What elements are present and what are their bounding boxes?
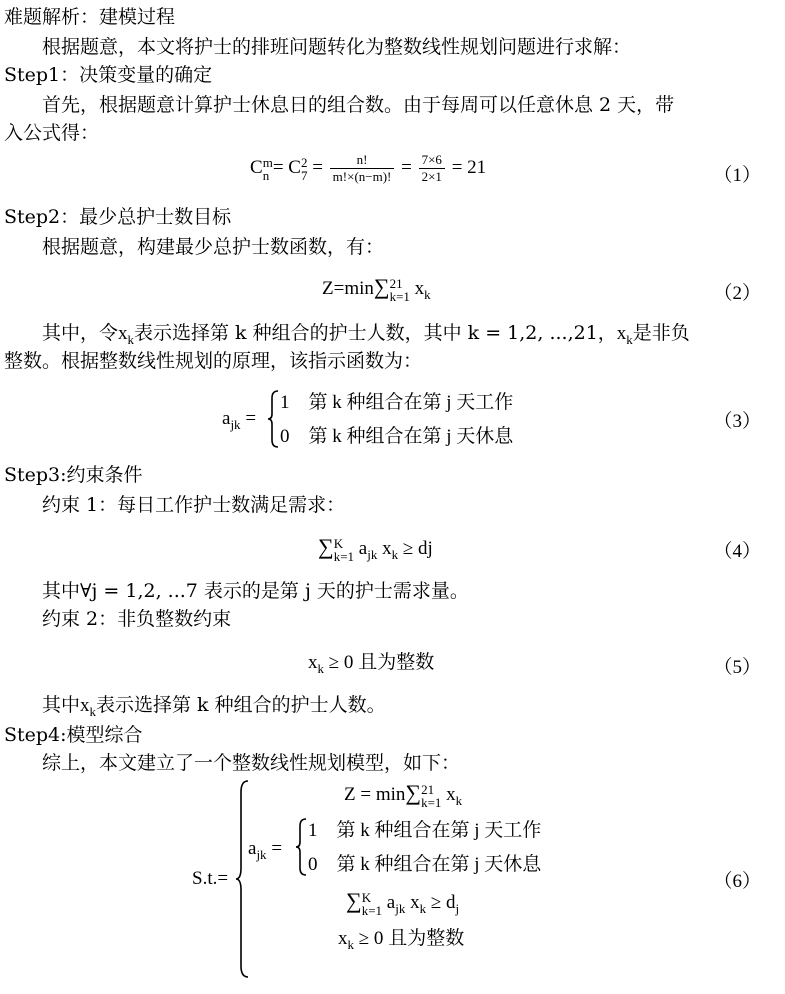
- equation-3-case1: 1 第 k 种组合在第 j 天工作: [280, 392, 514, 413]
- equation-4: ∑ K k=1 $a_{jk}$ $x_k$ ≥ dj: [318, 534, 433, 564]
- constraint-1-note: 其中∀j = 1,2, ...7 表示的是第 j 天的护士需求量。: [42, 580, 469, 602]
- step1-paragraph-line2: 入公式得：: [4, 122, 100, 144]
- step3-title: Step3:约束条件: [4, 464, 143, 486]
- equation-1-number: （1）: [713, 165, 761, 186]
- step1-title: Step1：决策变量的确定: [4, 64, 213, 86]
- equation-3-brace: [268, 390, 280, 448]
- equation-5: $x_k \ge 0$ 且为整数: [308, 652, 435, 676]
- model-st-label: S.t.=: [192, 868, 229, 889]
- step2-variable-definition: 其中，令$x_k$表示选择第 k 种组合的护士人数，其中 k = 1,2, ...,21，$x_k$是非负: [42, 322, 690, 347]
- model-objective: Z = min∑ 21 k=1 $x_k$: [344, 780, 463, 810]
- constraint-2-note: 其中$x_k$表示选择第 k 种组合的护士人数。: [42, 694, 386, 719]
- constraint-1-label: 约束 1：每日工作护士数满足需求：: [42, 494, 346, 516]
- step1-paragraph-line1: 首先，根据题意计算护士休息日的组合数。由于每周可以任意休息 2 天，带: [42, 94, 675, 116]
- model-indicator-brace: [296, 818, 308, 876]
- equation-1: C m n = C 2 7 = $\frac{n!}{m!\times(n-m)!}$ = $\frac{7\times 6}{2\times 1}$ = 21: [250, 152, 487, 184]
- model-indicator-case1: 1 第 k 种组合在第 j 天工作: [308, 820, 542, 841]
- step2-title: Step2：最少总护士数目标: [4, 206, 232, 228]
- equation-5-number: （5）: [713, 657, 761, 678]
- equation-2: Z=min∑ 21 k=1 $x_k$: [322, 274, 431, 304]
- equation-2-number: （2）: [713, 283, 761, 304]
- intro-paragraph: 根据题意，本文将护士的排班问题转化为整数线性规划问题进行求解：: [42, 36, 632, 58]
- equation-3-number: （3）: [713, 411, 761, 432]
- step2-paragraph: 根据题意，构建最少总护士数函数，有：: [42, 236, 385, 258]
- constraint-2-label: 约束 2：非负整数约束: [42, 608, 232, 630]
- equation-4-number: （4）: [713, 541, 761, 562]
- page-heading: 难题解析：建模过程: [4, 6, 176, 28]
- equation-3-lhs: $a_{jk}$ =: [222, 408, 257, 432]
- step2-paragraph-line2: 整数。根据整数线性规划的原理，该指示函数为：: [4, 350, 423, 372]
- model-demand-constraint: ∑ K k=1 $a_{jk}$ $x_k \ge d_j$: [346, 888, 460, 918]
- model-indicator-lhs: $a_{jk}$ =: [248, 838, 283, 862]
- step4-title: Step4:模型综合: [4, 724, 143, 746]
- equation-3-case2: 0 第 k 种组合在第 j 天休息: [280, 426, 514, 447]
- step4-paragraph: 综上，本文建立了一个整数线性规划模型，如下：: [42, 752, 461, 774]
- model-indicator-case2: 0 第 k 种组合在第 j 天休息: [308, 854, 542, 875]
- model-integer-constraint: $x_k \ge 0$ 且为整数: [338, 928, 465, 952]
- equation-6-number: （6）: [713, 871, 761, 892]
- model-big-brace: [236, 780, 250, 978]
